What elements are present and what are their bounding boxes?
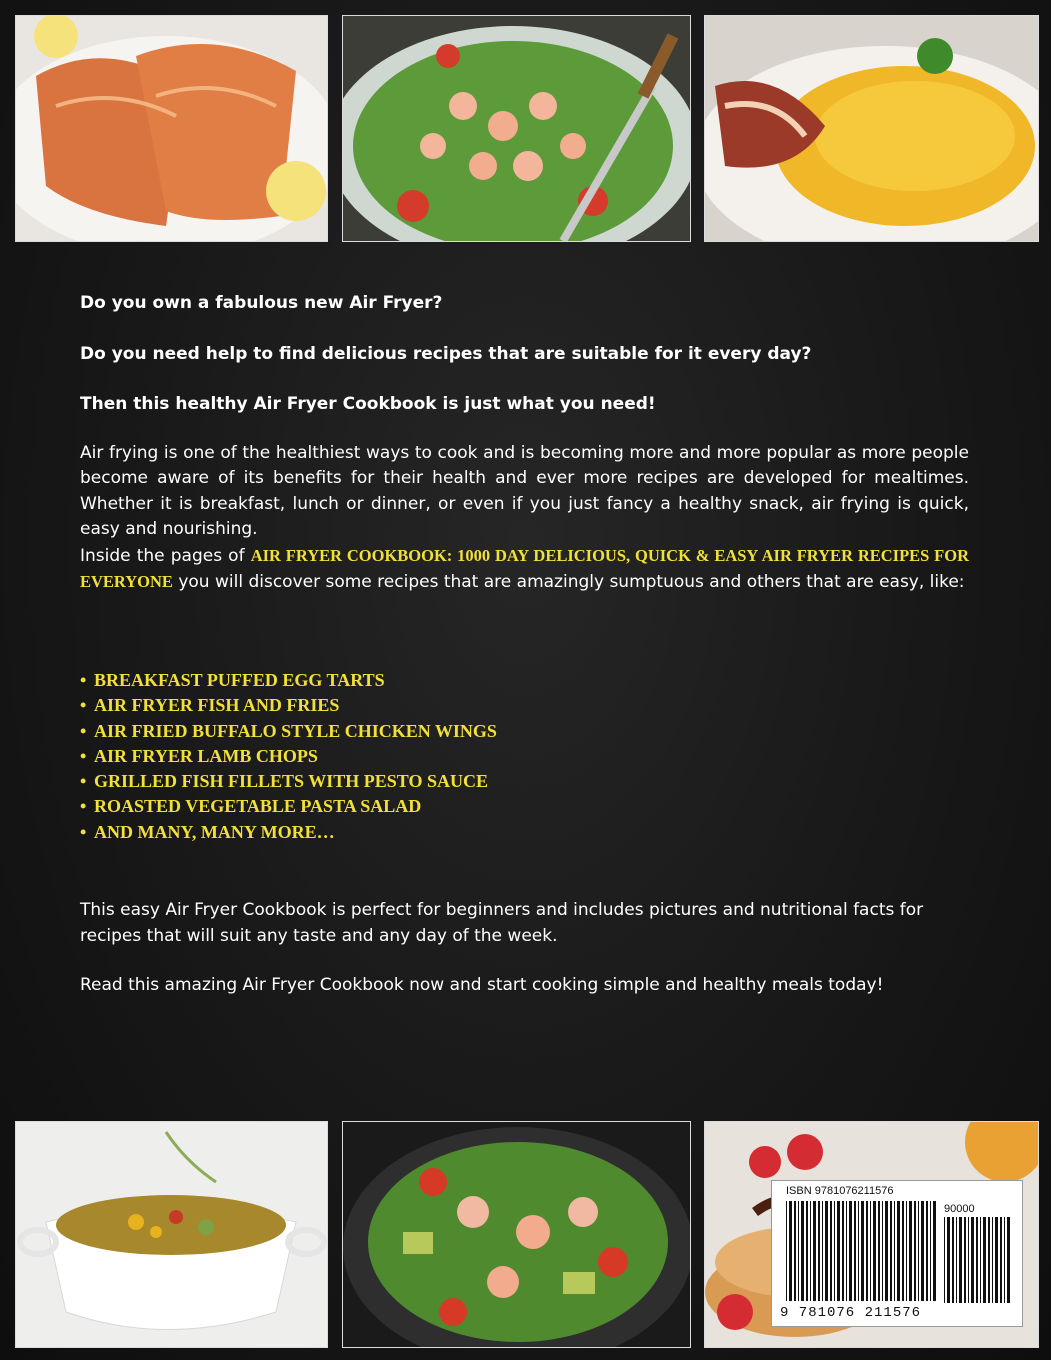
bullet-icon: • [80,720,87,741]
barcode-bar [873,1201,876,1301]
barcode-bar [854,1201,856,1301]
description-paragraph: Air frying is one of the healthiest ways to cook and is becoming more and more popular as more people become aware of its benefits for their health and ever more recipes are developed for mealtimes. Whether it is breakfast, lunch or dinner, or even if you just fancy a healthy snack, air frying is quick, easy and nourishing. [80,443,969,540]
barcode-bar [918,1201,919,1301]
bullet-icon: • [80,821,87,842]
list-item: • AIR FRIED BUFFALO STYLE CHICKEN WINGS [80,719,497,744]
isbn-barcode [771,1180,1023,1327]
barcode-bar [902,1201,904,1301]
barcode-bar [837,1201,840,1301]
intro-question-1: Do you own a fabulous new Air Fryer? [80,293,443,313]
barcode-bar [1007,1217,1010,1303]
barcode-bar [842,1201,844,1301]
barcode-bar [894,1201,895,1301]
barcode-bar [906,1201,907,1301]
barcode-bar [926,1201,928,1301]
barcode-bar [921,1201,924,1301]
barcode-bar [952,1217,954,1303]
barcode-bar [890,1201,892,1301]
barcode-bar [818,1201,820,1301]
list-item: • GRILLED FISH FILLETS WITH PESTO SAUCE [80,769,497,794]
barcode-bar [983,1217,986,1303]
barcode-bar [849,1201,852,1301]
barcode-bar [885,1201,888,1301]
barcode-bar [995,1217,998,1303]
barcode-bar [830,1201,832,1301]
salmon-photo [15,15,328,242]
price-barcode-bars [944,1217,1010,1303]
barcode-bar [813,1201,816,1301]
barcode-bar [933,1201,936,1301]
list-item: • AIR FRYER LAMB CHOPS [80,744,497,769]
description [80,441,969,595]
list-item: • ROASTED VEGETABLE PASTA SALAD [80,794,497,819]
barcode-bar [825,1201,828,1301]
barcode-bar [930,1201,931,1301]
barcode-bar [846,1201,847,1301]
barcode-bar [810,1201,811,1301]
recipe-list [80,668,497,845]
barcode-bar [806,1201,808,1301]
barcode-bar [992,1217,993,1303]
barcode-digits: 9 781076 211576 [780,1305,922,1321]
inside-prefix: Inside the pages of [80,545,245,566]
book-title: AIR FRYER COOKBOOK: 1000 DAY DELICIOUS, QUICK & EASY AIR FRYER RECIPES FOR EVERYONE [80,545,969,592]
intro-tagline: Then this healthy Air Fryer Cookbook is just what you need! [80,394,656,414]
bullet-icon: • [80,670,87,690]
isbn-label: ISBN 9781076211576 [786,1185,894,1197]
list-item: • AND MANY, MANY MORE… [80,820,497,845]
bullet-icon: • [80,796,87,817]
barcode-bar [789,1201,792,1301]
barcode-bar [861,1201,864,1301]
barcode-bar [882,1201,883,1301]
barcode-bar [944,1217,945,1303]
barcode-bar [976,1217,978,1303]
beginners-paragraph: This easy Air Fryer Cookbook is perfect for beginners and includes pictures and nutritional facts for recipes that will suit any taste and any day of the week. [80,900,924,946]
price-code: 90000 [944,1203,975,1215]
barcode-bar [822,1201,823,1301]
bullet-icon: • [80,695,87,716]
intro-question-2: Do you need help to find delicious recipes that are suitable for it every day? [80,344,812,364]
list-item: • BREAKFAST PUFFED EGG TARTS [80,668,497,693]
barcode-bars [786,1201,936,1301]
barcode-bar [798,1201,799,1301]
barcode-bar [870,1201,871,1301]
barcode-bar [980,1217,981,1303]
barcode-bar [801,1201,804,1301]
shrimp-avocado-salad-photo [342,1121,691,1348]
barcode-bar [1000,1217,1002,1303]
barcode-bar [794,1201,796,1301]
barcode-bar [878,1201,880,1301]
barcode-bar [897,1201,900,1301]
call-to-action: Read this amazing Air Fryer Cookbook now and start cooking simple and healthy meals today! [80,975,884,995]
inside-suffix: you will discover some recipes that are amazingly sumptuous and others that are easy, like: [178,572,965,593]
barcode-bar [858,1201,859,1301]
barcode-bar [914,1201,916,1301]
barcode-bar [988,1217,990,1303]
soup-photo [15,1121,328,1348]
eggs-bacon-photo [704,15,1039,242]
barcode-bar [956,1217,957,1303]
barcode-bar [971,1217,974,1303]
bullet-icon: • [80,771,87,792]
barcode-bar [959,1217,962,1303]
barcode-bar [964,1217,966,1303]
barcode-bar [786,1201,787,1301]
barcode-bar [1004,1217,1005,1303]
barcode-bar [866,1201,868,1301]
list-item: • AIR FRYER FISH AND FRIES [80,693,497,718]
bullet-icon: • [80,745,87,766]
barcode-bar [834,1201,835,1301]
barcode-bar [947,1217,950,1303]
shrimp-salad-photo [342,15,691,242]
barcode-bar [909,1201,912,1301]
barcode-bar [968,1217,969,1303]
